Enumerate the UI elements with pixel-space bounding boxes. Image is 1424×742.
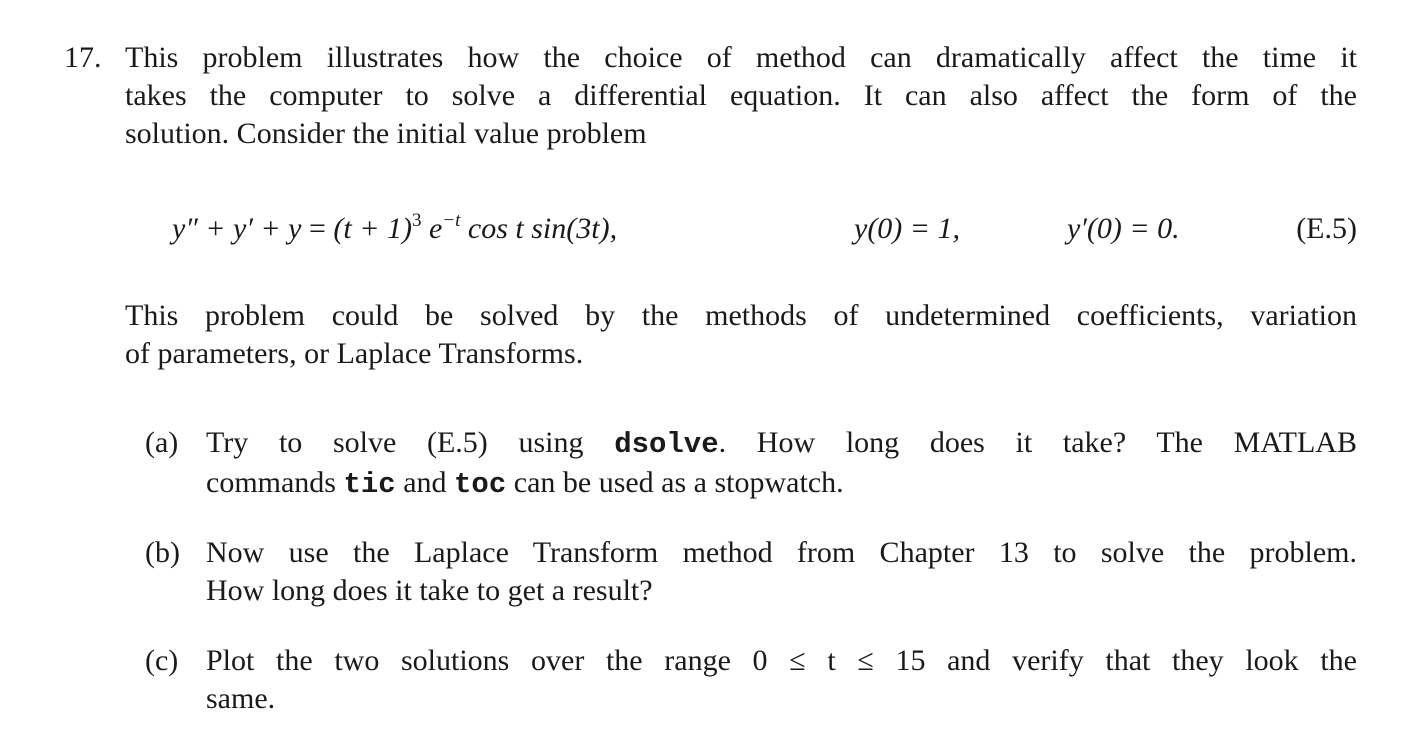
part-a-text: commands <box>206 466 344 499</box>
part-label: (a) <box>145 426 179 459</box>
problem-intro <box>125 39 1357 153</box>
part-a-text: Try to solve (E.5) using <box>206 426 615 459</box>
equation-lhs: y″ + y′ + y <box>172 212 302 245</box>
part-b-line: Now use the Laplace Transform method from Chapter 13 to solve the problem. <box>206 536 1357 569</box>
equation-exponential: e <box>428 212 443 245</box>
intro-line: takes the computer to solve a differential equation. It can also affect the form of the <box>125 79 1357 112</box>
part-a-text: . How long does it take? The MATLAB <box>718 426 1357 459</box>
equation-equals: = <box>301 212 334 245</box>
tic-command: tic <box>343 468 396 501</box>
toc-command: toc <box>454 468 507 501</box>
part-label: (c) <box>145 644 179 677</box>
part-c-line: Plot the two solutions over the range 0 ≤ t ≤ 15 and verify that they look the <box>206 644 1357 677</box>
followup-line: This problem could be solved by the methods of undetermined coefficients, variation <box>125 299 1357 332</box>
intro-line: solution. Consider the initial value problem <box>125 117 647 150</box>
equation-label: (E.5) <box>1296 212 1357 245</box>
part-label: (b) <box>145 536 180 569</box>
initial-condition-y: y(0) = 1, <box>854 212 961 245</box>
part-a-body <box>206 424 1357 504</box>
equation-exponent-neg-t: −t <box>442 210 461 231</box>
equation-ode <box>172 210 617 248</box>
part-b-line: How long does it take to get a result? <box>206 574 653 607</box>
dsolve-command: dsolve <box>614 428 719 461</box>
equation-base: (t + 1) <box>333 212 412 245</box>
equation-trig: cos t sin(3t), <box>460 212 618 245</box>
part-a-text: and <box>395 466 455 499</box>
part-c-body <box>206 642 1357 718</box>
part-a-text: can be used as a stopwatch. <box>506 466 844 499</box>
part-c-line: same. <box>206 682 276 715</box>
part-a-line <box>206 424 1357 464</box>
equation-exponent-cube: 3 <box>411 210 422 231</box>
part-b-body <box>206 534 1357 610</box>
intro-line: This problem illustrates how the choice of method can dramatically affect the time it <box>125 41 1357 74</box>
part-a-line <box>206 464 1357 504</box>
problem-number: 17. <box>64 41 102 74</box>
problem-followup <box>125 297 1357 373</box>
followup-line: of parameters, or Laplace Transforms. <box>125 337 584 370</box>
initial-condition-yprime: y′(0) = 0. <box>1067 212 1180 245</box>
